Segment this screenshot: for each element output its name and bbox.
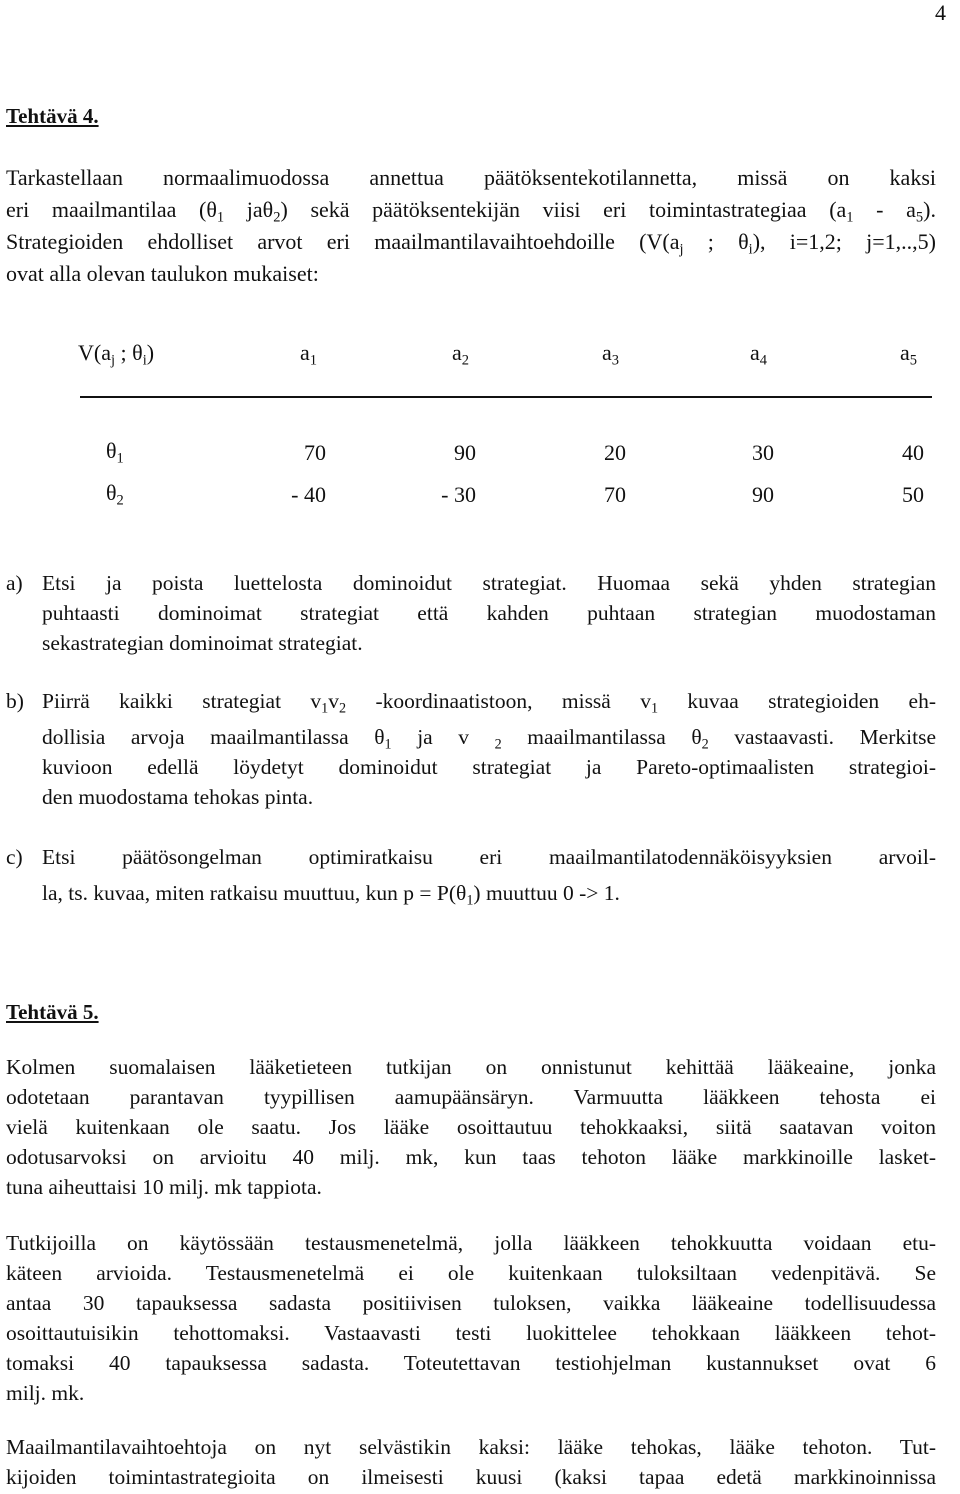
item-b-line-2: dollisia arvoja maailmantilassa $\theta_1$ ja v $_2$ maailmantilassa $\theta_2$ vastaavasti. Merkitse xyxy=(42,725,936,753)
p2-line-5: tomaksi 40 tapauksessa sadasta. Toteutettavan testiohjelman kustannukset ovat 6 xyxy=(6,1351,936,1375)
cell-theta1-a3: 20 xyxy=(604,440,626,465)
p2-line-2: käteen arvioida. Testausmenetelmä ei ole kuitenkaan tuloksiltaan vedenpitävä. Se xyxy=(6,1261,936,1285)
row-label-theta2: $\theta_2$ xyxy=(106,480,124,509)
item-a-line-2: puhtaasti dominoimat strategiat että kahden puhtaan strategian muodostaman xyxy=(42,601,936,625)
task4-intro xyxy=(6,162,936,290)
item-b-line-4: den muodostama tehokas pinta. xyxy=(42,785,314,809)
item-b-line-3: kuvioon edellä löydetyt dominoidut strategiat ja Pareto-optimaalisten strategioi- xyxy=(42,755,936,779)
task5-paragraph-3 xyxy=(6,1432,936,1492)
column-header-a5: $a_5$ xyxy=(900,340,918,369)
cell-theta1-a1: 70 xyxy=(304,440,326,465)
column-header-a1: $a_1$ xyxy=(300,340,318,369)
cell-theta2-a2: - 30 xyxy=(441,482,476,507)
item-a-line-1: Etsi ja poista luettelosta dominoidut strategiat. Huomaa sekä yhden strategian xyxy=(42,571,936,595)
table-header-rule xyxy=(80,396,932,398)
item-a-label: a) xyxy=(6,571,23,595)
p2-line-1: Tutkijoilla on käytössään testausmenetelmä, jolla lääkkeen tehokkuutta voidaan etu- xyxy=(6,1231,936,1255)
intro-line-2: eri maailmantilaa ($\theta_1$ jaθ$_2$) sekä päätöksentekijän viisi eri toimintastrategiaa $(a_1 - a_5)$. xyxy=(6,197,936,226)
intro-line-3: Strategioiden ehdolliset arvot eri maailmantilavaihtoehdoille ($V(a_j$ ; $\theta_i$), i=1,2; j=1,..,5) xyxy=(6,229,936,258)
p1-line-3: vielä kuitenkaan ole saatu. Jos lääke osoittautuu tehokkaaksi, siitä saatavan voiton xyxy=(6,1115,936,1139)
cell-theta2-a1: - 40 xyxy=(291,482,326,507)
column-header-a4: $a_4$ xyxy=(750,340,768,369)
cell-theta2-a3: 70 xyxy=(604,482,626,507)
cell-theta1-a5: 40 xyxy=(902,440,924,465)
cell-theta1-a4: 30 xyxy=(752,440,774,465)
item-c-label: c) xyxy=(6,845,23,869)
item-b-label: b) xyxy=(6,689,24,713)
table-corner-header: $V(a_j$ ; $\theta_i$) xyxy=(78,340,155,369)
p3-line-2: kijoiden toimintastrategioita on ilmeisesti kuusi (kaksi tapaa edetä markkinoinnissa xyxy=(6,1465,936,1489)
item-a-line-3: sekastrategian dominoimat strategiat. xyxy=(42,631,363,655)
p1-line-1: Kolmen suomalaisen lääketieteen tutkijan on onnistunut kehittää lääkeaine, jonka xyxy=(6,1055,936,1079)
task5-heading: Tehtävä 5. xyxy=(6,1000,99,1024)
item-c-line-1: Etsi päätösongelman optimiratkaisu eri maailmantilatodennäköisyyksien arvoil- xyxy=(42,845,936,869)
cell-theta2-a4: 90 xyxy=(752,482,774,507)
page-number: 4 xyxy=(935,0,946,25)
cell-theta2-a5: 50 xyxy=(902,482,924,507)
task5-paragraph-1 xyxy=(6,1052,936,1202)
intro-line-1: Tarkastellaan normaalimuodossa annettua päätöksentekotilannetta, missä on kaksi xyxy=(6,165,936,190)
item-c-line-2: la, ts. kuvaa, miten ratkaisu muuttuu, kun $p = P(\theta_1)$ muuttuu 0 -> 1. xyxy=(42,881,620,909)
task5-paragraph-2 xyxy=(6,1228,936,1408)
column-header-a3: $a_3$ xyxy=(602,340,620,369)
row-label-theta1: $\theta_1$ xyxy=(106,438,124,467)
p2-line-4: osoittautuisikin tehottomaksi. Vastaavasti testi luokittelee tehokkaan lääkkeen tehot- xyxy=(6,1321,936,1345)
p2-line-3: antaa 30 tapauksessa sadasta positiivisen tuloksen, vaikka lääkeaine todellisuudessa xyxy=(6,1291,936,1315)
column-header-a2: $a_2$ xyxy=(452,340,470,369)
p1-line-4: odotusarvoksi on arvioitu 40 milj. mk, kun taas tehoton lääke markkinoille lasket- xyxy=(6,1145,936,1169)
p1-line-2: odotetaan parantavan tyypillisen aamupäänsäryn. Varmuutta lääkkeen tehosta ei xyxy=(6,1085,936,1109)
p3-line-1: Maailmantilavaihtoehtoja on nyt selvästikin kaksi: lääke tehokas, lääke tehoton. Tut- xyxy=(6,1435,936,1459)
task4-heading: Tehtävä 4. xyxy=(6,104,99,128)
p2-line-6: milj. mk. xyxy=(6,1381,85,1405)
item-b-line-1: Piirrä kaikki strategiat $v_1v_2$ -koordinaatistoon, missä $v_1$ kuvaa strategioiden eh- xyxy=(42,689,936,717)
cell-theta1-a2: 90 xyxy=(454,440,476,465)
p1-line-5: tuna aiheuttaisi 10 milj. mk tappiota. xyxy=(6,1175,322,1199)
intro-line-4: ovat alla olevan taulukon mukaiset: xyxy=(6,261,319,286)
